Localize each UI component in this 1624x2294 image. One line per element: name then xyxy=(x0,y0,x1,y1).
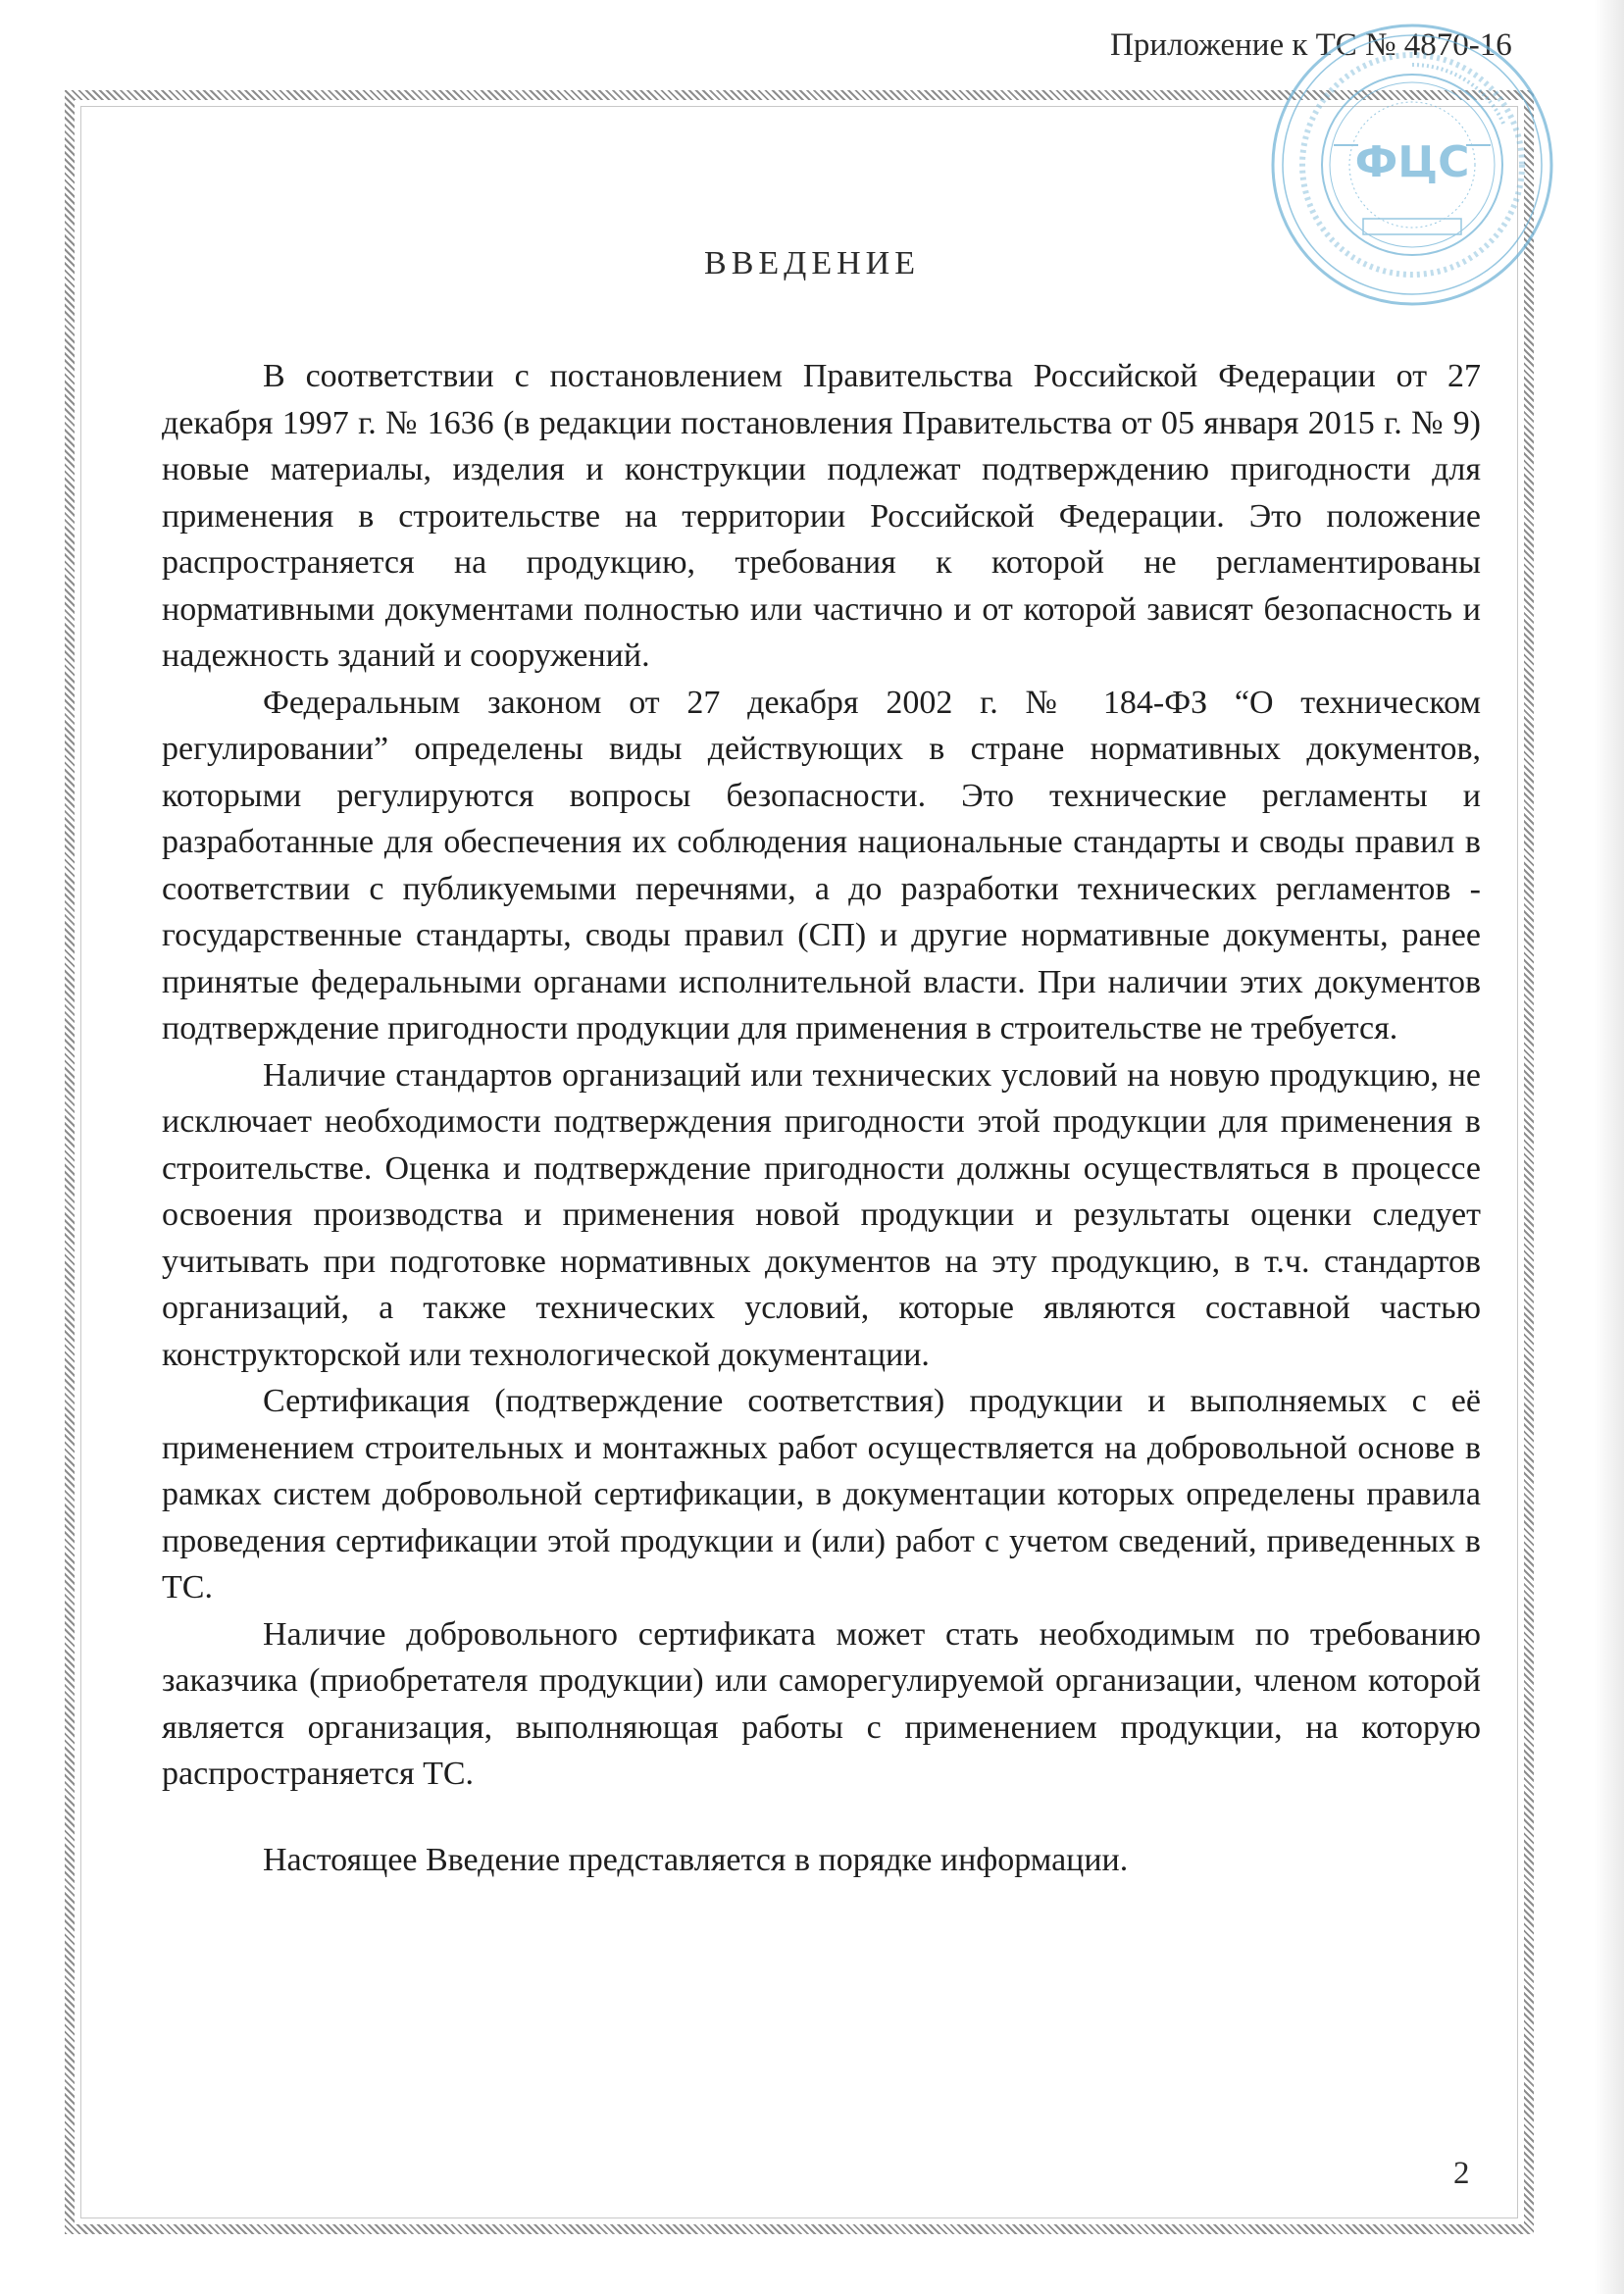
page-number: 2 xyxy=(1453,2156,1470,2191)
document-body xyxy=(162,353,1481,1883)
paragraph: Наличие добровольного сертификата может стать необходимым по требованию заказчика (приобретателя продукции) или саморегулируемой организации, членом которой является организация, выполняющая работы с применением продукции, на которую распространяется ТС. xyxy=(162,1615,1481,1792)
scan-edge-shadow xyxy=(1595,0,1624,2294)
page-title: ВВЕДЕНИЕ xyxy=(704,245,920,281)
paragraph: В соответствии с постановлением Правительства Российской Федерации от 27 декабря 1997 г. № 1636 (в редакции постановления Правительства от 05 января 2015 г. № 9) новые материалы, изделия и конструкции подлежат подтверждению пригодности для применения в строительстве на территории Российской Федерации. Это положение распространяется на продукцию, требования к которой не регламентированы нормативными документами полностью или частично и от которой зависят безопасность и надежность зданий и сооружений. xyxy=(162,358,1481,674)
appendix-label: Приложение к ТС № 4870-16 xyxy=(1110,27,1512,63)
paragraph: Федеральным законом от 27 декабря 2002 г. № 184-ФЗ “О техническом регулировании” определены виды действующих в стране нормативных документов, которыми регулируются вопросы безопасности. Это технические регламенты и разработанные для обеспечения их соблюдения национальные стандарты и своды правил в соответствии с публикуемыми перечнями, а до разработки технических регламентов - государственные стандарты, своды правил (СП) и другие нормативные документы, ранее принятые федеральными органами исполнительной власти. При наличии этих документов подтверждение пригодности продукции для применения в строительстве не требуется. xyxy=(162,684,1481,1046)
paragraph: Наличие стандартов организаций или технических условий на новую продукцию, не исключает необходимости подтверждения пригодности этой продукции для применения в строительстве. Оценка и подтверждение пригодности должны осуществляться в процессе освоения производства и применения новой продукции и результаты оценки следует учитывать при подготовке нормативных документов на эту продукцию, в т.ч. стандартов организаций, а также технических условий, которые являются составной частью конструкторской или технологической документации. xyxy=(162,1056,1481,1373)
paragraph: Сертификация (подтверждение соответствия) продукции и выполняемых с её применением строительных и монтажных работ осуществляется на добровольной основе в рамках систем добровольной сертификации, в документации которых определены правила проведения сертификации этой продукции и (или) работ с учетом сведений, приведенных в ТС. xyxy=(162,1383,1481,1606)
stamp-center-text: ФЦС xyxy=(1354,137,1470,187)
closing-paragraph: Настоящее Введение представляется в порядке информации. xyxy=(263,1841,1129,1878)
